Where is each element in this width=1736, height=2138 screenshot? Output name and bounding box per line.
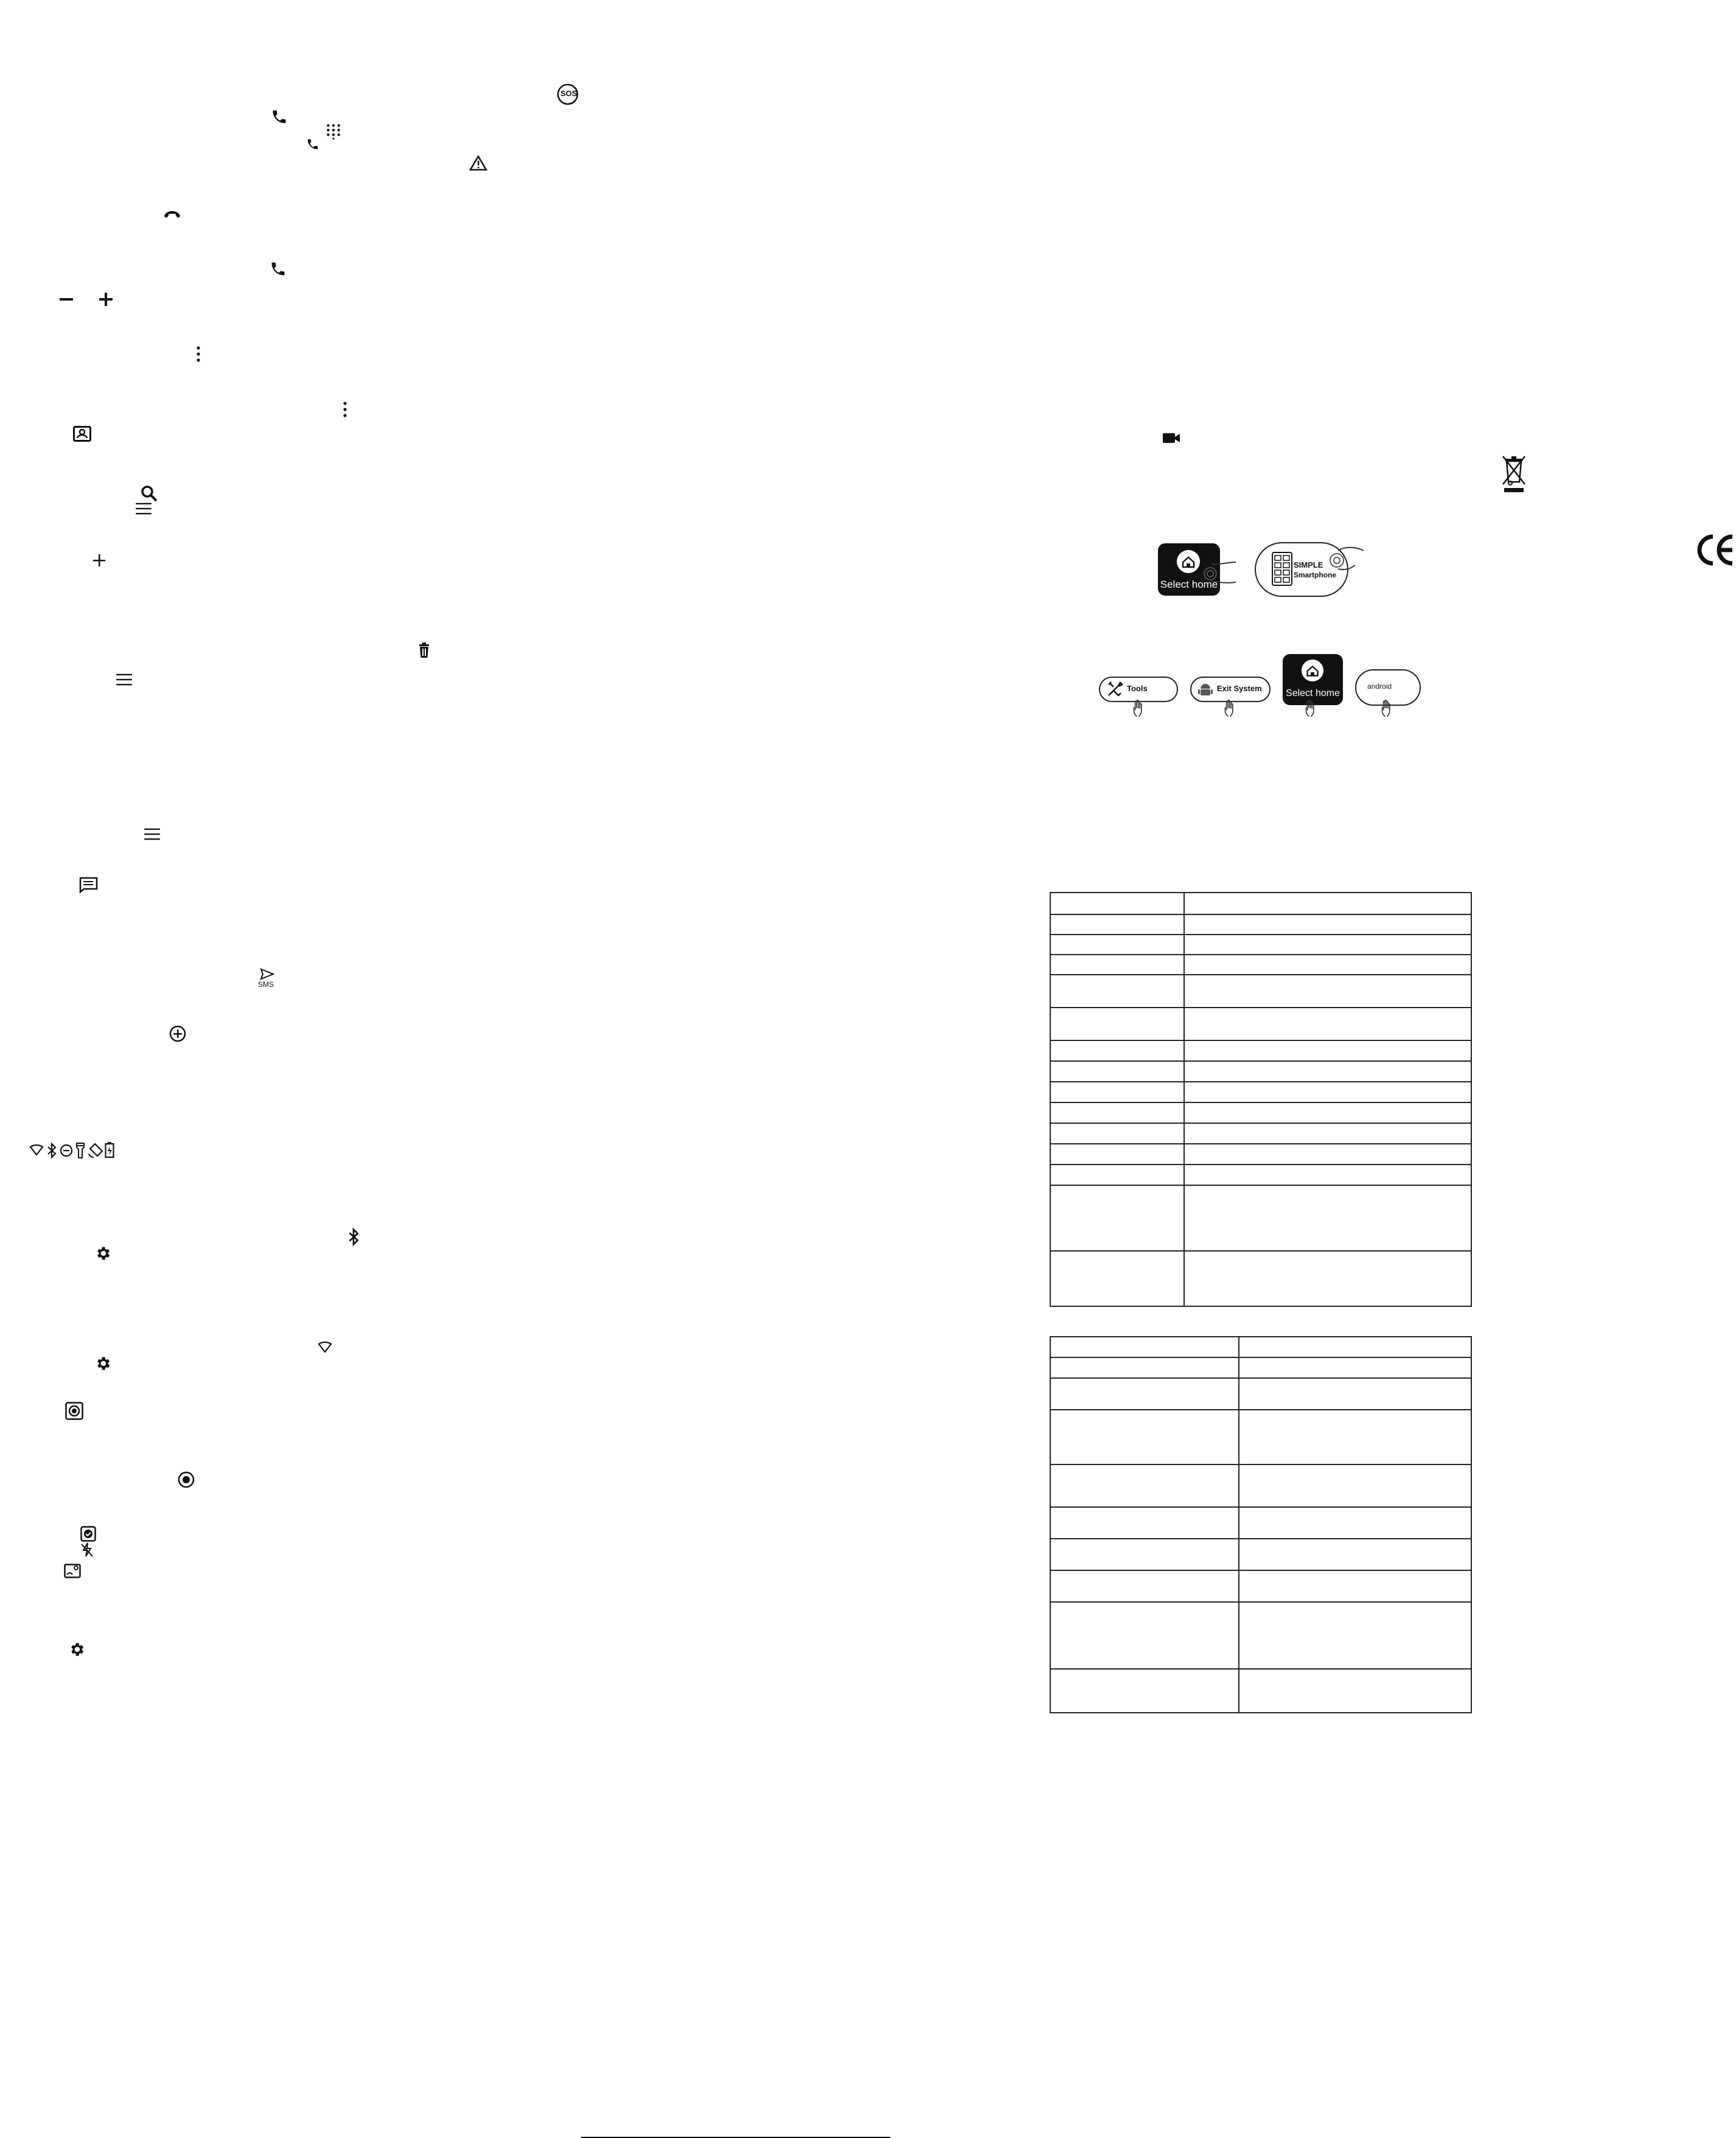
- home-icon: [1176, 549, 1201, 574]
- tap-hand-icon: [1377, 697, 1398, 720]
- table-row: [1050, 1251, 1471, 1306]
- minus-icon: [60, 298, 73, 301]
- more-vert-icon: [343, 402, 347, 417]
- table-row: [1050, 1008, 1471, 1040]
- message-icon: [78, 876, 99, 893]
- home-icon: [1301, 659, 1324, 682]
- bluetooth-icon: [46, 1143, 57, 1158]
- bluetooth-icon: [347, 1228, 360, 1246]
- table-row: [1050, 1602, 1471, 1669]
- dnd-icon: [60, 1144, 73, 1157]
- table-row: [1050, 1337, 1471, 1357]
- menu-icon: [134, 500, 153, 517]
- ce-mark-icon: [1695, 533, 1736, 567]
- table-row: [1050, 1357, 1471, 1378]
- gear-icon: [94, 1245, 111, 1262]
- tap-hand-icon: [1220, 697, 1241, 720]
- flash-off-icon: [80, 1542, 94, 1558]
- android-icon: [1197, 681, 1213, 697]
- tap-hand-icon: [1301, 697, 1322, 720]
- table-row: [1050, 1669, 1471, 1713]
- table-row: [1050, 1570, 1471, 1602]
- table-row: [1050, 1082, 1471, 1102]
- plus-icon: [93, 554, 105, 566]
- select-home-label: Select home: [1286, 688, 1340, 698]
- table-row: [1050, 1185, 1471, 1251]
- tap-hand-icon: [1129, 697, 1149, 720]
- more-vert-icon: [196, 346, 201, 362]
- tools-icon: [1106, 681, 1123, 698]
- video-icon: [1162, 432, 1180, 444]
- table-row: [1050, 1144, 1471, 1165]
- table-row: [1050, 1507, 1471, 1539]
- add-circle-icon: [169, 1025, 186, 1042]
- android-label: android: [1367, 682, 1392, 691]
- contact-card-icon: [73, 426, 91, 442]
- table-row: [1050, 914, 1471, 935]
- table-row: [1050, 1061, 1471, 1082]
- plus-icon: [99, 293, 113, 306]
- warning-icon: [469, 155, 487, 171]
- table-row: [1050, 1165, 1471, 1185]
- dialpad-icon: [326, 124, 341, 139]
- send-icon: [260, 969, 274, 980]
- phone-grid-icon: [1272, 552, 1292, 586]
- search-icon: [141, 485, 158, 502]
- sms-label: SMS: [258, 980, 274, 989]
- select-home-label: Select home: [1160, 579, 1218, 590]
- table-row: [1050, 893, 1471, 914]
- rotate-icon: [88, 1143, 103, 1158]
- simple-label: SIMPLE: [1294, 560, 1323, 569]
- gear-icon: [68, 1641, 85, 1658]
- phone-icon: [271, 108, 288, 125]
- phone-icon: [270, 260, 287, 277]
- switch-camera-icon: [64, 1564, 81, 1578]
- hangup-icon: [163, 209, 181, 219]
- table-row: [1050, 1123, 1471, 1144]
- tap-hand-icon: [1325, 543, 1367, 580]
- table-row: [1050, 1464, 1471, 1507]
- phone-icon: [306, 138, 319, 151]
- table-row: [1050, 935, 1471, 955]
- table-row: [1050, 1040, 1471, 1061]
- table-row: [1050, 1102, 1471, 1123]
- battery-icon: [105, 1141, 114, 1158]
- tap-hand-icon: [1201, 555, 1241, 592]
- menu-icon: [142, 826, 162, 843]
- spec-table-2: [1050, 1336, 1472, 1713]
- exit-system-label: Exit System: [1217, 684, 1262, 693]
- table-row: [1050, 955, 1471, 975]
- weee-bin-icon: [1501, 454, 1527, 493]
- trash-icon: [417, 642, 431, 658]
- camera-lens-icon: [65, 1402, 83, 1420]
- sos-label: SOS: [560, 89, 577, 98]
- menu-icon: [114, 671, 134, 688]
- shutter-icon: [80, 1526, 96, 1542]
- wifi-icon: [317, 1342, 333, 1353]
- tools-label: Tools: [1127, 684, 1148, 693]
- table-row: [1050, 1410, 1471, 1464]
- wifi-icon: [29, 1145, 44, 1156]
- smartphone-label: Smartphone: [1294, 571, 1337, 579]
- flashlight-icon: [75, 1142, 85, 1159]
- gear-icon: [94, 1355, 111, 1372]
- shutter-icon: [178, 1471, 195, 1488]
- spec-table-1: [1050, 892, 1472, 1307]
- table-row: [1050, 1378, 1471, 1410]
- table-row: [1050, 1539, 1471, 1570]
- table-row: [1050, 975, 1471, 1008]
